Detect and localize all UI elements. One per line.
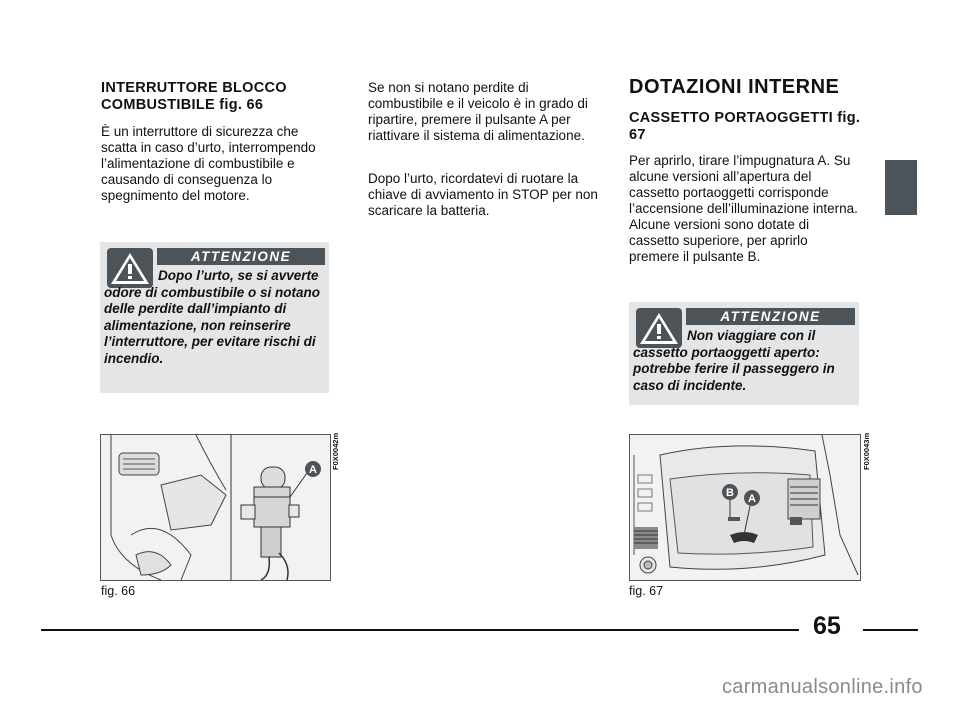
glove-box-heading: CASSETTO PORTAOGGETTI fig. 67: [629, 110, 861, 143]
fuel-cutoff-warning-title: ATTENZIONE: [157, 248, 325, 265]
glove-box-warning-text: Non viaggiare con il cassetto portaoggetti aperto: potrebbe ferire il passeggero in caso di incidente.: [633, 328, 835, 393]
figure-67-code: F0X0043m: [862, 432, 871, 470]
fuel-cutoff-heading: INTERRUTTORE BLOCCO COMBUSTIBILE fig. 66: [101, 80, 287, 113]
figure-66-caption: fig. 66: [101, 584, 136, 598]
figure-66-label-a: A: [309, 464, 317, 476]
glove-box-illustration: [630, 435, 860, 580]
glove-box-warning-box: [629, 302, 859, 405]
watermark: carmanualsonline.info: [722, 676, 923, 698]
glove-box-paragraph: Per aprirlo, tirare l’impugnatura A. Su alcune versioni all’apertura del cassetto portaoggetti corrisponde l’accensione dell’illuminazione interna. Alcune versioni sono dotate di cassetto superiore, per aprirlo premere il pulsante B.: [629, 153, 858, 264]
chapter-tab: [885, 160, 917, 215]
fuel-cutoff-warning-box: [100, 242, 329, 393]
figure-67: [629, 434, 861, 581]
figure-67-label-b: B: [726, 487, 734, 499]
fuel-cutoff-paragraph: È un interruttore di sicurezza che scatta in caso d’urto, interrompendo l’alimentazione di combustibile e causando di conseguenza lo spegnimento del motore.: [101, 124, 316, 203]
figure-66-code: F0X0042m: [331, 432, 340, 470]
restart-paragraph: Se non si notano perdite di combustibile e il veicolo è in grado di ripartire, premere il pulsante A per riattivare il sistema di alimentazione.: [368, 80, 588, 143]
fuel-cutoff-warning-text: Dopo l’urto, se si avverte odore di combustibile o si notano delle perdite dall’impianto di alimentazione, non reinserire l’interruttore, per evitare rischi di incendio.: [104, 268, 321, 366]
footer-rule-right: [863, 629, 918, 631]
glove-box-warning-title: ATTENZIONE: [686, 308, 855, 325]
figure-66: [100, 434, 331, 581]
figure-67-caption: fig. 67: [629, 584, 664, 598]
section-title: DOTAZIONI INTERNE: [629, 76, 840, 98]
figure-67-label-a: A: [748, 493, 756, 505]
footer-rule-left: [41, 629, 799, 631]
fuel-cutoff-switch-illustration: [101, 435, 330, 580]
battery-paragraph: Dopo l’urto, ricordatevi di ruotare la chiave di avviamento in STOP per non scaricare la batteria.: [368, 171, 598, 218]
page-number: 65: [813, 612, 841, 640]
